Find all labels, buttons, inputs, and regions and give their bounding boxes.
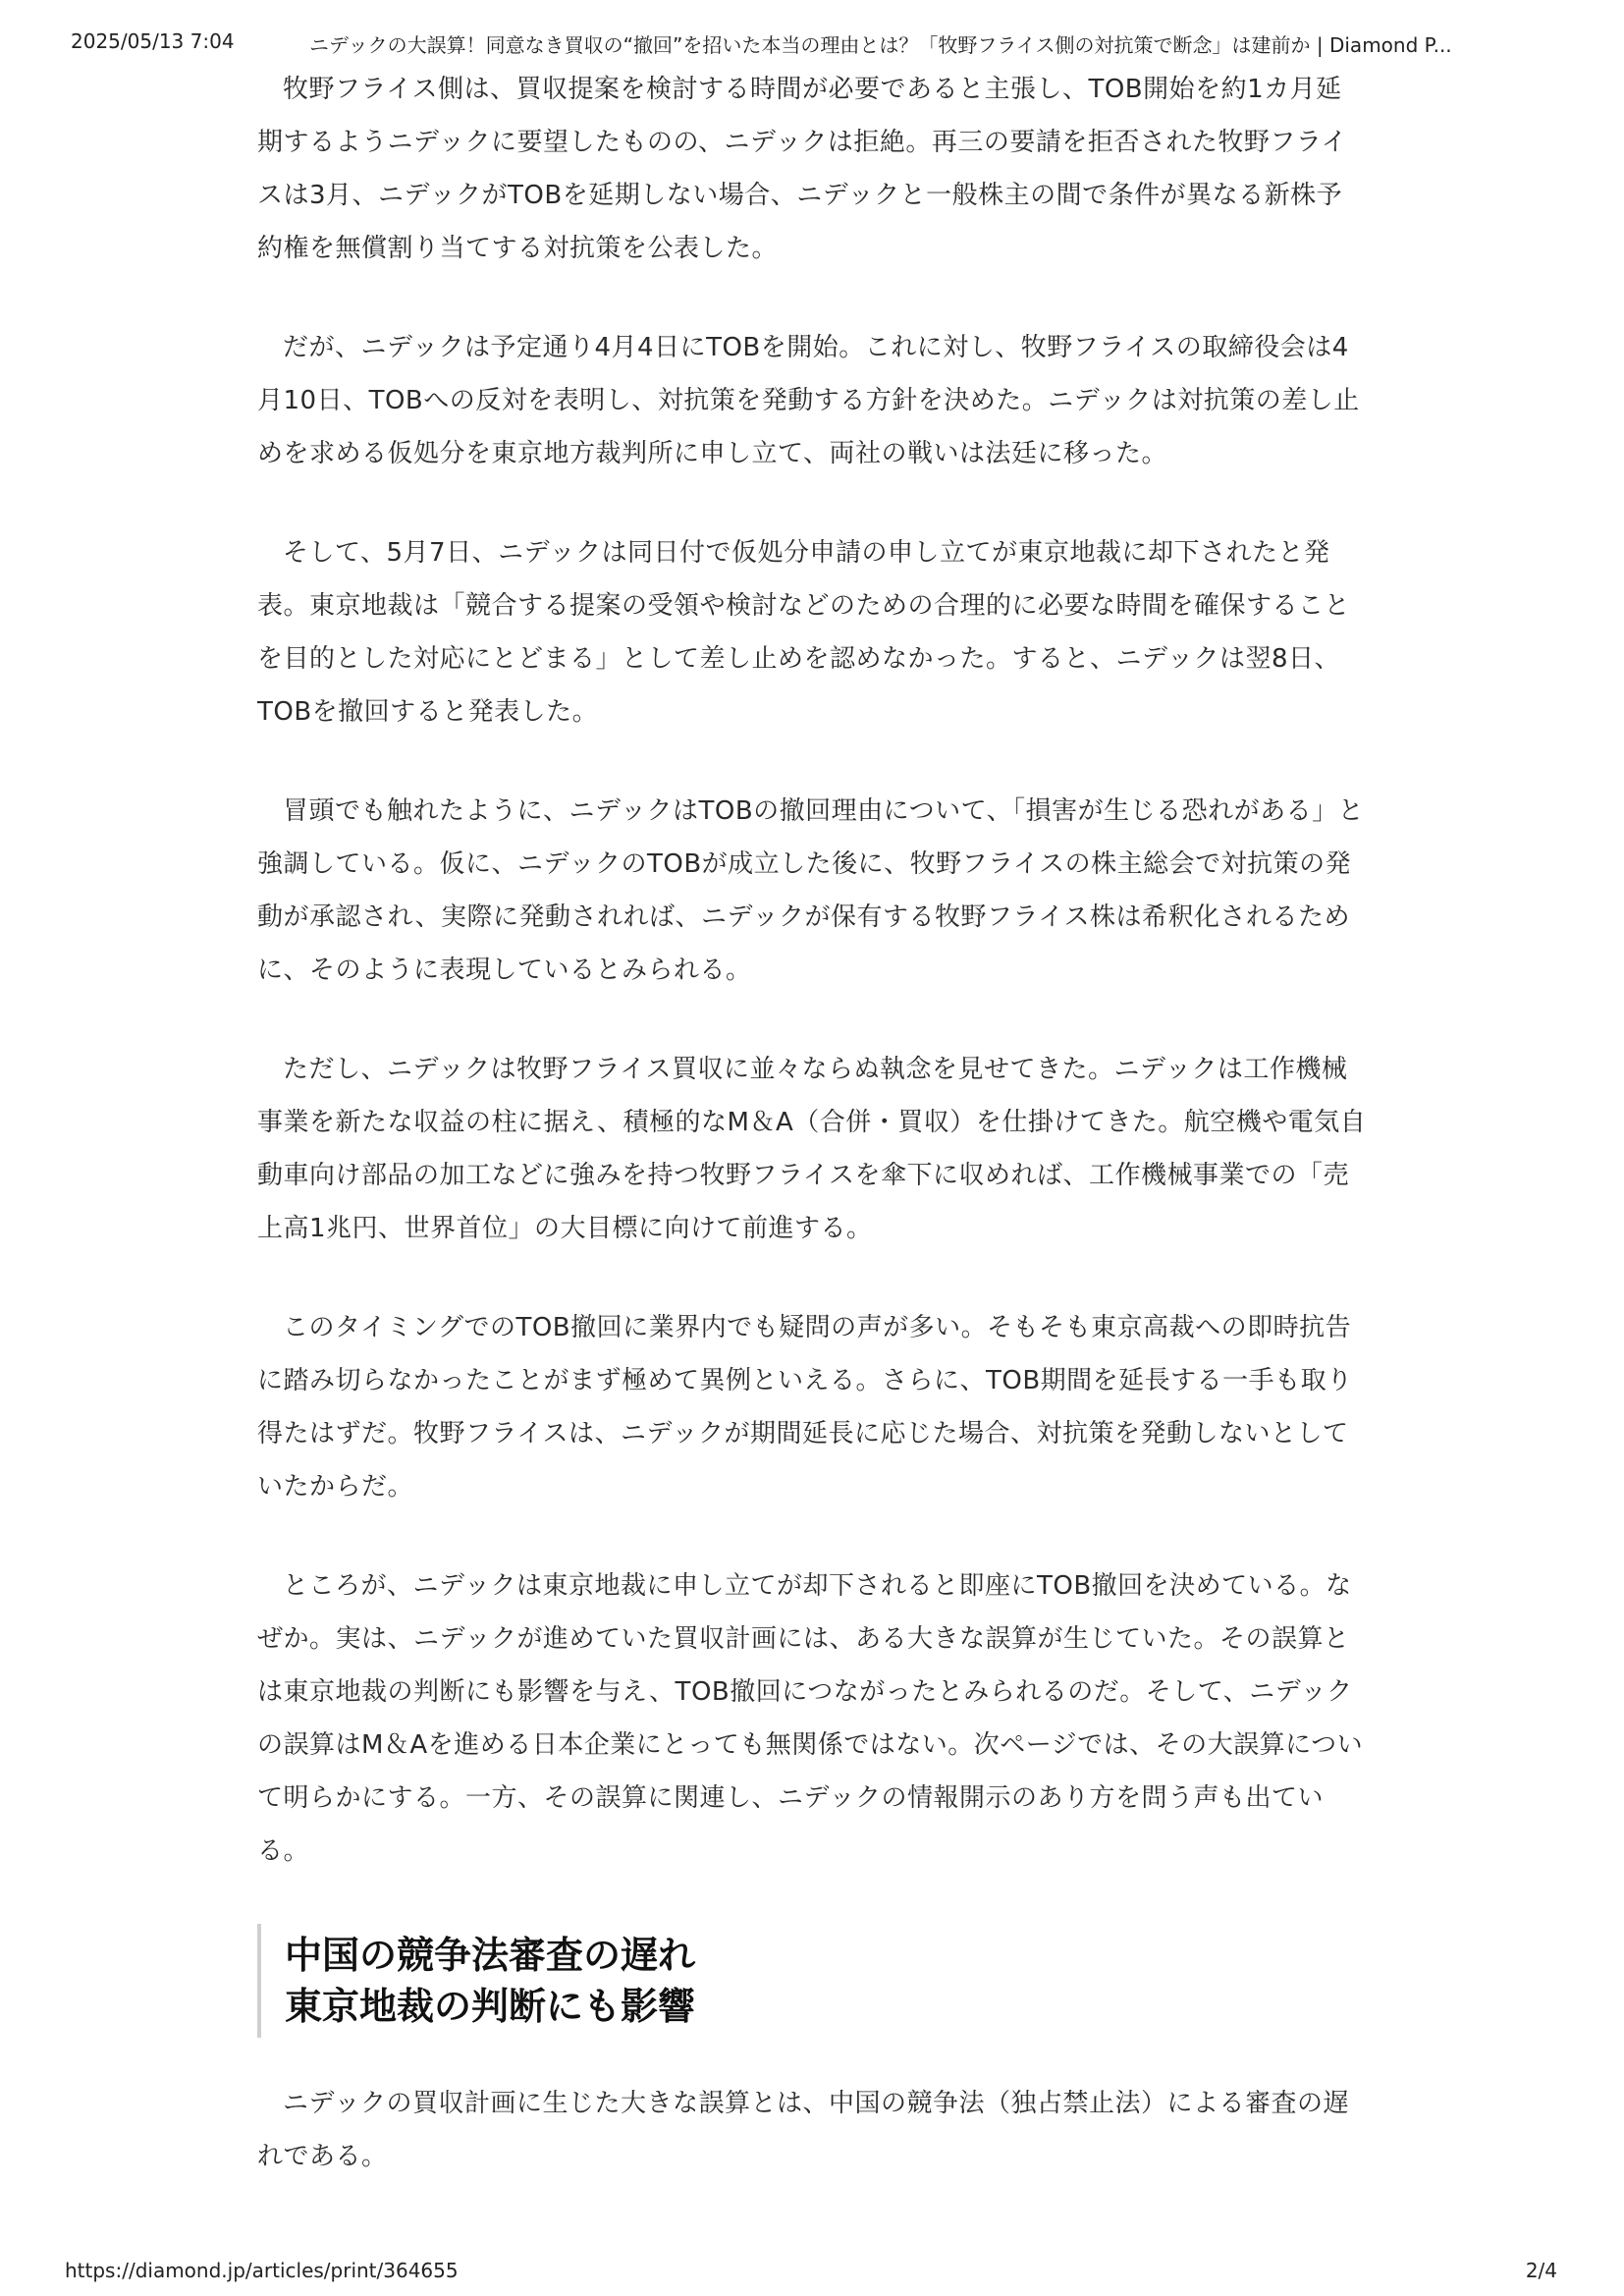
article-paragraph: ニデックの買収計画に生じた大きな誤算とは、中国の競争法（独占禁止法）による審査の遅れである。 — [257, 2089, 1349, 2171]
print-url: https://diamond.jp/articles/print/364655 — [65, 2259, 459, 2282]
article-paragraph: 冒頭でも触れたように、ニデックはTOBの撤回理由について、「損害が生じる恐れがある」と強調している。仮に、ニデックのTOBが成立した後に、牧野フライスの株主総会で対抗策の発動が承認され、実際に発動されれば、ニデックが保有する牧野フライス株は希釈化されるために、そのように表現しているとみられる。 — [257, 796, 1365, 985]
page-number: 2/4 — [1525, 2259, 1557, 2282]
article-paragraph: このタイミングでのTOB撤回に業界内でも疑問の声が多い。そもそも東京高裁への即時抗告に踏み切らなかったことがまず極めて異例といえる。さらに、TOB期間を延長する一手も取り得たはずだ。牧野フライスは、ニデックが期間延長に応じた場合、対抗策を発動しないとしていたからだ。 — [257, 1313, 1353, 1502]
print-header — [71, 29, 1563, 59]
article-paragraph: 牧野フライス側は、買収提案を検討する時間が必要であると主張し、TOB開始を約1カ月延期するようニデックに要望したものの、ニデックは拒絶。再三の要請を拒否された牧野フライスは3月、ニデックがTOBを延期しない場合、ニデックと一般株主の間で条件が異なる新株予約権を無償割り当てする対抗策を公表した。 — [257, 75, 1348, 263]
article-paragraph: だが、ニデックは予定通り4月4日にTOBを開始。これに対し、牧野フライスの取締役会は4月10日、TOBへの反対を表明し、対抗策を発動する方針を決めた。ニデックは対抗策の差し止めを求める仮処分を東京地方裁判所に申し立て、両社の戦いは法廷に移った。 — [257, 333, 1360, 468]
article-paragraph: ところが、ニデックは東京地裁に申し立てが却下されると即座にTOB撤回を決めている。なぜか。実は、ニデックが進めていた買収計画には、ある大きな誤算が生じていた。その誤算とは東京地裁の判断にも影響を与え、TOB撤回につながったとみられるのだ。そして、ニデックの誤算はM＆Aを進める日本企業にとっても無関係ではない。次ページでは、その大誤算について明らかにする。一方、その誤算に関連し、ニデックの情報開示のあり方を問う声も出ている。 — [257, 1571, 1364, 1866]
section-heading-line: 東京地裁の判断にも影響 — [285, 1985, 696, 2028]
article-body — [257, 63, 1367, 2229]
section-heading — [257, 1924, 1367, 2038]
print-footer — [65, 2259, 1557, 2288]
article-paragraph: ただし、ニデックは牧野フライス買収に並々ならぬ執念を見せてきた。ニデックは工作機械事業を新たな収益の柱に据え、積極的なM＆A（合併・買収）を仕掛けてきた。航空機や電気自動車向け部品の加工などに強みを持つ牧野フライスを傘下に収めれば、工作機械事業での「売上高1兆円、世界首位」の大目標に向けて前進する。 — [257, 1055, 1367, 1243]
print-date: 2025/05/13 7:04 — [71, 29, 235, 53]
print-page-title: ニデックの大誤算！同意なき買収の“撤回”を招いた本当の理由とは？「牧野フライス側の対抗策で断念」は建前か | Diamond P... — [309, 33, 1452, 57]
section-heading-line: 中国の競争法審査の遅れ — [285, 1934, 696, 1977]
article-paragraph: そして、5月7日、ニデックは同日付で仮処分申請の申し立てが東京地裁に却下されたと発表。東京地裁は「競合する提案の受領や検討などのための合理的に必要な時間を確保することを目的とした対応にとどまる」として差し止めを認めなかった。すると、ニデックは翌8日、TOBを撤回すると発表した。 — [257, 538, 1351, 727]
